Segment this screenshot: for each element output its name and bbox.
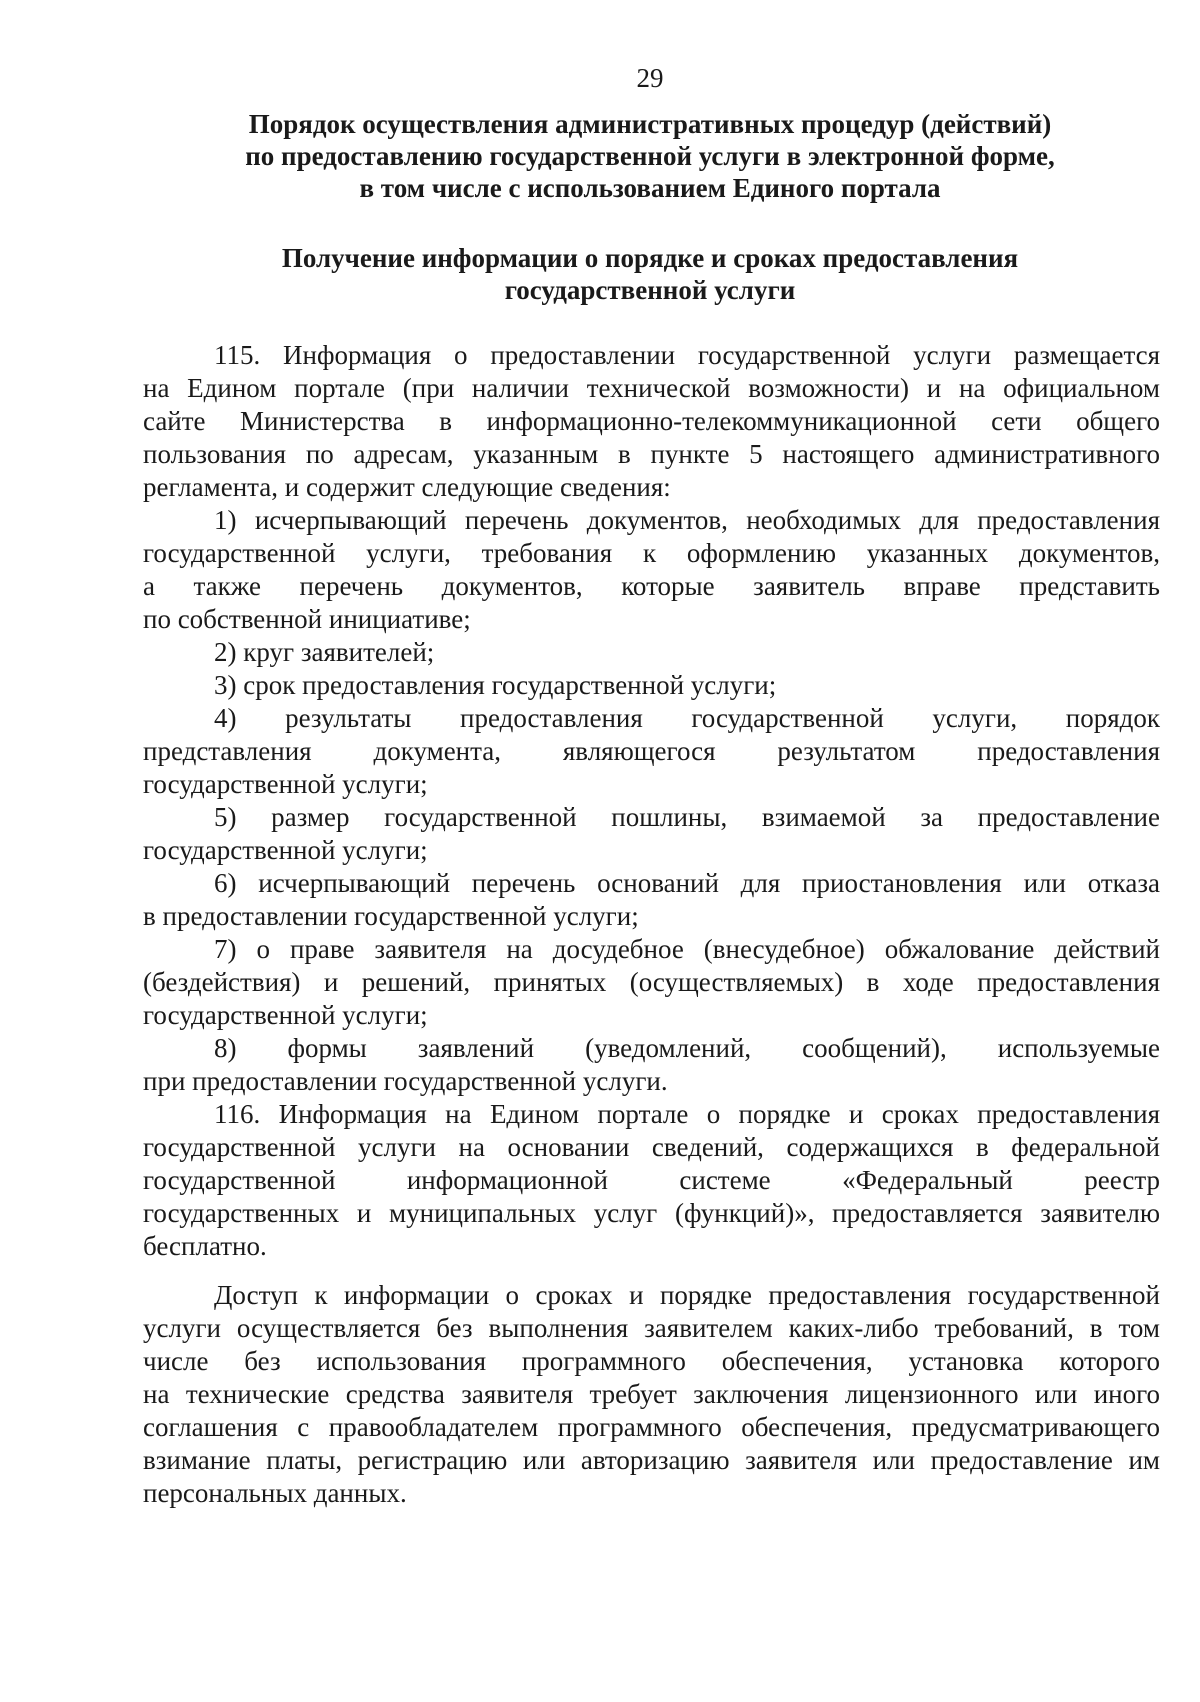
list-item <box>143 504 1160 636</box>
text-line: государственной услуги; <box>143 769 428 799</box>
list-item <box>143 1032 1160 1098</box>
text-line: персональных данных. <box>143 1478 407 1508</box>
text-line: сайте Министерства в информационно-телекоммуникационной сети общего <box>143 406 1160 436</box>
text-line: 7) о праве заявителя на досудебное (внесудебное) обжалование действий <box>214 934 1160 964</box>
text-line: 5) размер государственной пошлины, взимаемой за предоставление <box>214 802 1160 832</box>
text-line: на технические средства заявителя требует заключения лицензионного или иного <box>143 1379 1160 1409</box>
document-body <box>143 339 1160 1510</box>
text-line: услуги осуществляется без выполнения заявителем каких-либо требований, в том <box>143 1313 1160 1343</box>
section-heading-line: в том числе с использованием Единого портала <box>359 173 941 203</box>
text-line: Доступ к информации о сроках и порядке предоставления государственной <box>214 1280 1160 1310</box>
subsection-heading-line: государственной услуги <box>504 275 796 305</box>
text-line: 8) формы заявлений (уведомлений, сообщений), используемые <box>214 1033 1160 1063</box>
text-line: 115. Информация о предоставлении государственной услуги размещается <box>214 340 1160 370</box>
page-number: 29 <box>636 63 664 93</box>
section-heading <box>180 108 1120 204</box>
text-line: пользования по адресам, указанным в пункте 5 настоящего административного <box>143 439 1160 469</box>
paragraph-115 <box>143 339 1160 504</box>
list-item <box>143 801 1160 867</box>
paragraph-access <box>143 1279 1160 1510</box>
text-line: 3) срок предоставления государственной услуги; <box>214 670 777 700</box>
list-item <box>143 867 1160 933</box>
text-line: числе без использования программного обеспечения, установка которого <box>143 1346 1160 1376</box>
list-item <box>143 702 1160 801</box>
text-line: на Едином портале (при наличии технической возможности) и на официальном <box>143 373 1160 403</box>
list-item <box>143 933 1160 1032</box>
text-line: а также перечень документов, которые заявитель вправе представить <box>143 571 1160 601</box>
list-item <box>143 669 1160 702</box>
list-item <box>143 636 1160 669</box>
text-line: государственной информационной системе «Федеральный реестр <box>143 1165 1160 1195</box>
section-heading-line: Порядок осуществления административных процедур (действий) <box>248 109 1052 139</box>
text-line: 1) исчерпывающий перечень документов, необходимых для предоставления <box>214 505 1160 535</box>
text-line: взимание платы, регистрацию или авторизацию заявителя или предоставление им <box>143 1445 1160 1475</box>
text-line: 2) круг заявителей; <box>214 637 435 667</box>
text-line: регламента, и содержит следующие сведения: <box>143 472 671 502</box>
text-line: при предоставлении государственной услуги. <box>143 1066 668 1096</box>
text-line: 116. Информация на Едином портале о порядке и сроках предоставления <box>214 1099 1160 1129</box>
paragraph-116 <box>143 1098 1160 1263</box>
text-line: по собственной инициативе; <box>143 604 471 634</box>
text-line: 6) исчерпывающий перечень оснований для приостановления или отказа <box>214 868 1160 898</box>
text-line: государственной услуги, требования к оформлению указанных документов, <box>143 538 1160 568</box>
text-line: 4) результаты предоставления государственной услуги, порядок <box>214 703 1160 733</box>
text-line: представления документа, являющегося результатом предоставления <box>143 736 1160 766</box>
subsection-heading <box>180 242 1120 306</box>
text-line: государственной услуги; <box>143 835 428 865</box>
text-line: государственной услуги на основании сведений, содержащихся в федеральной <box>143 1132 1160 1162</box>
subsection-heading-line: Получение информации о порядке и сроках предоставления <box>281 243 1019 273</box>
text-line: (бездействия) и решений, принятых (осуществляемых) в ходе предоставления <box>143 967 1160 997</box>
text-line: соглашения с правообладателем программного обеспечения, предусматривающего <box>143 1412 1160 1442</box>
section-heading-line: по предоставлению государственной услуги в электронной форме, <box>245 141 1055 171</box>
text-line: государственных и муниципальных услуг (функций)», предоставляется заявителю <box>143 1198 1160 1228</box>
text-line: в предоставлении государственной услуги; <box>143 901 639 931</box>
text-line: государственной услуги; <box>143 1000 428 1030</box>
text-line: бесплатно. <box>143 1231 267 1261</box>
